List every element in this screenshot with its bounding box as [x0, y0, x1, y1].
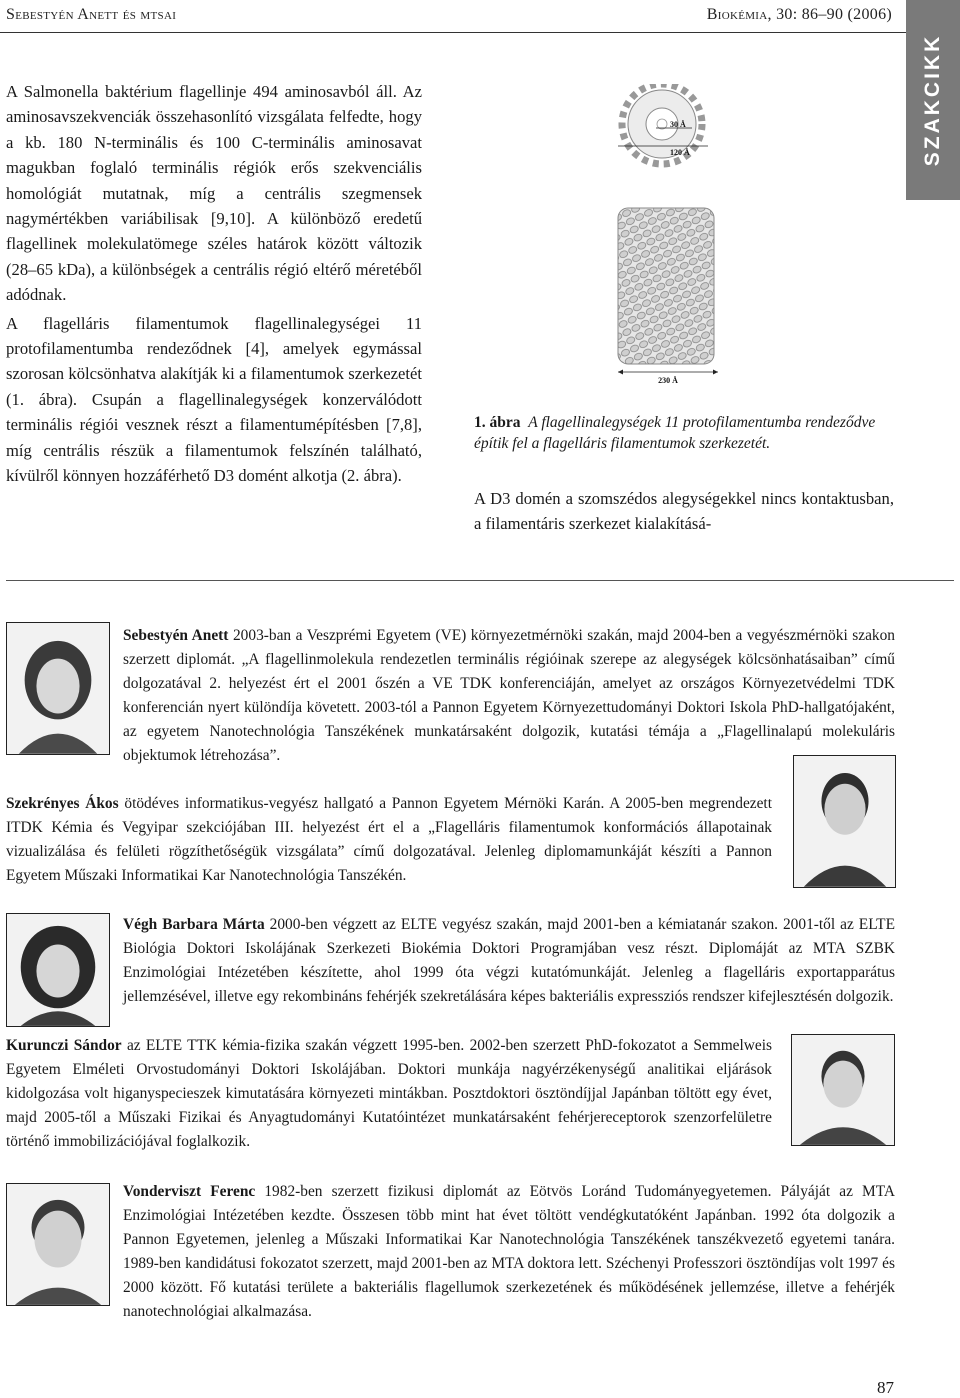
section-tab: [906, 0, 960, 200]
caption-number: 1. ábra: [474, 414, 521, 431]
figure-filament-structure: [616, 84, 728, 388]
bio-vonderviszt-ferenc: [123, 1180, 895, 1324]
paragraph-d3-domain: A D3 domén a szomszédos alegységekkel nincs kontaktusban, a filamentáris szerkezet kialakításá-: [474, 489, 894, 534]
bio-text: 2003-ban a Veszprémi Egyetem (VE) környezetmérnöki szakán, majd 2004-ben a vegyészmérnöki szakon szerzett diplomát. „A flagellinmolekula rendezetlen terminális régióinak szerepe az alegységek kölcsönhatásaiban” című dolgozatával 2. helyezést ért el 2001 őszén a VE TDK konferenciáján, amelyet az országos Környezetvédelmi TDK konferencián nyert különdíja követett. 2003-tól a Pannon Egyetem Környezettudományi Doktori Iskola PhD-hallgatójaként, az egyetem Nanotechnológia Tanszékének munkatársaként dolgozik, kutatási témája a „Flagellinalapú molekuláris objektumok létrehozása”.: [123, 627, 895, 764]
bio-sebestyen-anett: [123, 624, 895, 768]
paragraph-protofilaments: A flagelláris filamentumok flagellinalegységei 11 protofilamentumba rendeződnek [4], amelyek egymással szorosan kölcsönhatva alakítják ki a filamentumok szerkezetét (1. ábra). Csupán a flagellinalegységek konzerválódott terminális régiói vesznek részt a filamentumépítésben [7,8], míg centrális részük a filamentumok felszínén található, kívülről könnyen hozzáférhető D3 domént alkotja (2. ábra).: [6, 313, 422, 486]
bio-name: Végh Barbara Márta: [123, 916, 265, 933]
bio-name: Kurunczi Sándor: [6, 1037, 122, 1054]
author-photo-sebestyen-anett: [6, 622, 110, 755]
bio-text: ötödéves informatikus-vegyész hallgató a Pannon Egyetem Mérnöki Karán. A 2005-ben megrendezett ITDK Kémia és Vegyipar szekciójában III. helyezést ért el a „Flagelláris filamentumok konformációs állapotainak vizualizálása és felületi rögzíthetőségük vizsgálata” című dolgozatával. Jelenleg diplomamunkáját készíti a Pannon Egyetem Műszaki Informatikai Kar Nanotechnológia Tanszékén.: [6, 795, 772, 884]
page-number: 87: [877, 1378, 894, 1397]
dimension-230-angstrom: [618, 370, 718, 375]
author-photo-szekrenyes-akos: [793, 755, 896, 888]
section-separator: [6, 580, 954, 581]
figure-caption: [474, 412, 894, 454]
bio-kurunczi-sandor: [6, 1034, 772, 1154]
caption-text: A flagellinalegységek 11 protofilamentumba rendeződve építik fel a flagelláris filamentumok szerkezetét.: [474, 414, 876, 452]
filament-side-view: [618, 208, 714, 364]
bio-vegh-barbara-marta: [123, 913, 895, 1009]
bio-name: Vonderviszt Ferenc: [123, 1183, 256, 1200]
body-column-left: [6, 79, 422, 492]
cross-section-ring: [622, 84, 702, 164]
body-column-right: [474, 486, 894, 537]
bio-text: az ELTE TTK kémia-fizika szakán végzett 1995-ben. 2002-ben szerzett PhD-fokozatot a Semmelweis Egyetem Elméleti Orvostudományi Doktori Iskolájában. Doktori munkája nagyérzékenységű analitikai eljárások kidolgozása volt higanyspecieszek kimutatására környezeti mintákban. Posztdoktori ösztöndíjjal Japánban töltött egy évet, majd 2005-től a Műszaki Fizikai és Anyagtudományi Kutatóintézet munkatársaként fehérjereceptorok szenzorfelületre történő immobilizációjával foglalkozik.: [6, 1037, 772, 1150]
author-photo-vonderviszt-ferenc: [6, 1183, 110, 1306]
bio-name: Szekrényes Ákos: [6, 795, 119, 812]
label-120-angstrom: 120 Å: [670, 148, 690, 157]
author-photo-kurunczi-sandor: [791, 1034, 895, 1146]
paragraph-flagellin-sequence: A Salmonella baktérium flagellinje 494 aminosavból áll. Az aminosavszekvenciák összehasonlító vizsgálata felfedte, hogy a kb. 180 N-terminális és 100 C-terminális aminosavat magukban foglaló terminális régiók erős szekvenciális homológiát mutatnak, míg a centrális szegmensek nagymértékben variábilisak [9,10]. A különböző eredetű flagellinek molekulatömege széles határok között változik (28–65 kDa), a különbségek a centrális régió eltérő méretéből adódnak.: [6, 82, 422, 305]
bio-text: 1982-ben szerzett fizikusi diplomát az Eötvös Loránd Tudományegyetemen. Pályáját az MTA Enzimológiai Intézetében kezdte. Összesen több mint hat évet töltött vendégkutatóként Japánban. 1992 óta dolgozik a Pannon Egyetemen, jelenleg a Műszaki Informatikai Kar Nanotechnológia Tanszékének tanszékvezető egyetemi tanára. 1989-ben kandidátusi fokozatot szerzett, majd 2001-ben az MTA doktora lett. Széchenyi Professzori ösztöndíjas volt 1997 és 2000 között. Fő kutatási területe a bakteriális flagellumok szerkezetének és működésének jellemzése, illetve a fehérjék nanotechnológiai alkalmazása.: [123, 1183, 895, 1320]
author-photo-vegh-barbara-marta: [6, 913, 110, 1027]
bio-text: 2000-ben végzett az ELTE vegyész szakán, majd 2001-ben a kémiatanár szakon. 2001-től az ELTE Biológia Doktori Iskolájának Szerkezeti Biokémia Doktori Programjában vesz részt. Diplomáját az MTA SZBK Enzimológiai Intézetében készítette, ahol 1999 óta végzi kutatómunkáját. Jelenleg a flagelláris exportapparátus jellemzésével, illetve egy rekombináns fehérjék szekretálására képes bakteriális expressziós rendszer kifejlesztésén dolgozik.: [123, 916, 895, 1005]
bio-szekrenyes-akos: [6, 792, 772, 888]
running-head-journal: Biokémia, 30: 86–90 (2006): [706, 6, 892, 23]
label-230-angstrom: 230 Å: [658, 376, 678, 385]
section-tab-label: SZAKCIKK: [921, 33, 944, 167]
bio-name: Sebestyén Anett: [123, 627, 229, 644]
label-30-angstrom: 30 Å: [670, 120, 686, 129]
running-head-authors: Sebestyén Anett és mtsai: [6, 6, 177, 23]
header-rule: [0, 32, 906, 33]
